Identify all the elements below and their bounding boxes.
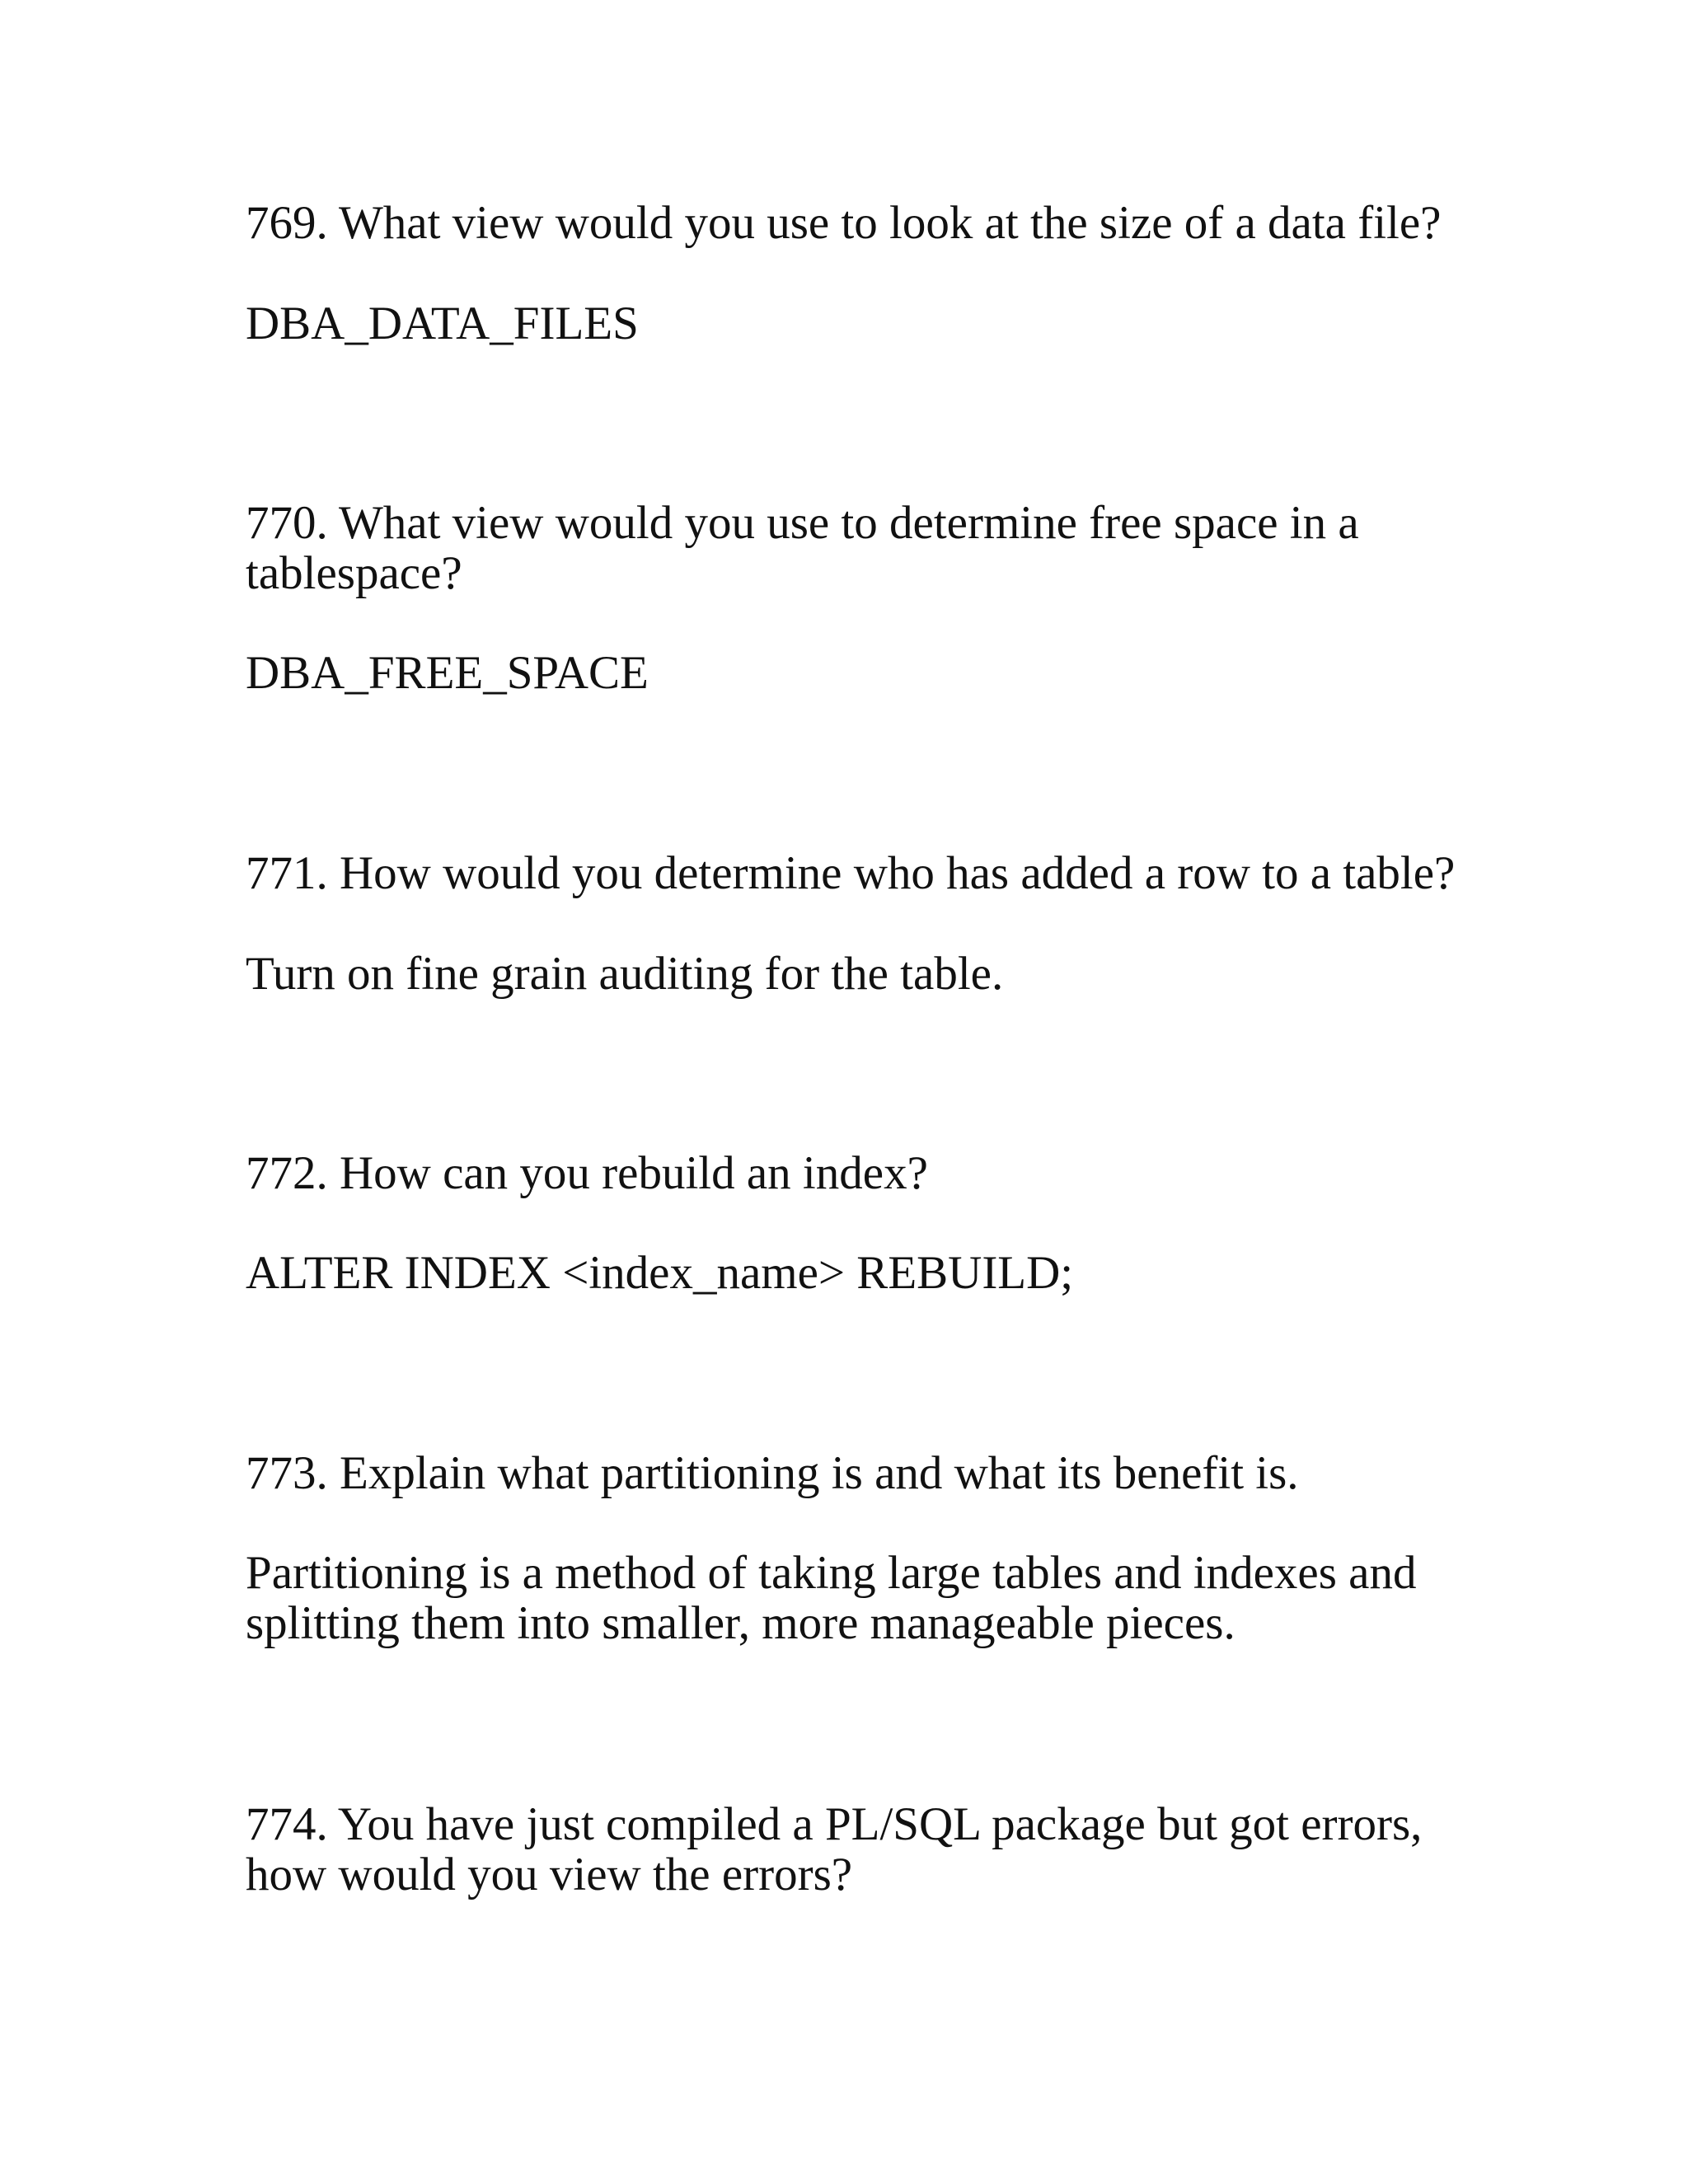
- question-772: 772. How can you rebuild an index?: [246, 1147, 928, 1199]
- answer-771: Turn on fine grain auditing for the table.: [246, 948, 1004, 1000]
- question-769: 769. What view would you use to look at the size of a data file?: [246, 197, 1442, 249]
- question-770-line-1: 770. What view would you use to determine free space in a: [246, 497, 1359, 549]
- answer-769: DBA_DATA_FILES: [246, 298, 639, 349]
- answer-772: ALTER INDEX <index_name> REBUILD;: [246, 1247, 1074, 1299]
- question-773: 773. Explain what partitioning is and what its benefit is.: [246, 1447, 1299, 1499]
- answer-773-line-1: Partitioning is a method of taking large tables and indexes and: [246, 1547, 1417, 1599]
- question-774-line-1: 774. You have just compiled a PL/SQL package but got errors,: [246, 1798, 1423, 1850]
- answer-770: DBA_FREE_SPACE: [246, 647, 649, 699]
- question-770-line-2: tablespace?: [246, 547, 462, 599]
- question-774-line-2: how would you view the errors?: [246, 1849, 853, 1900]
- answer-773-line-2: splitting them into smaller, more manageable pieces.: [246, 1597, 1236, 1649]
- question-771: 771. How would you determine who has added a row to a table?: [246, 847, 1456, 899]
